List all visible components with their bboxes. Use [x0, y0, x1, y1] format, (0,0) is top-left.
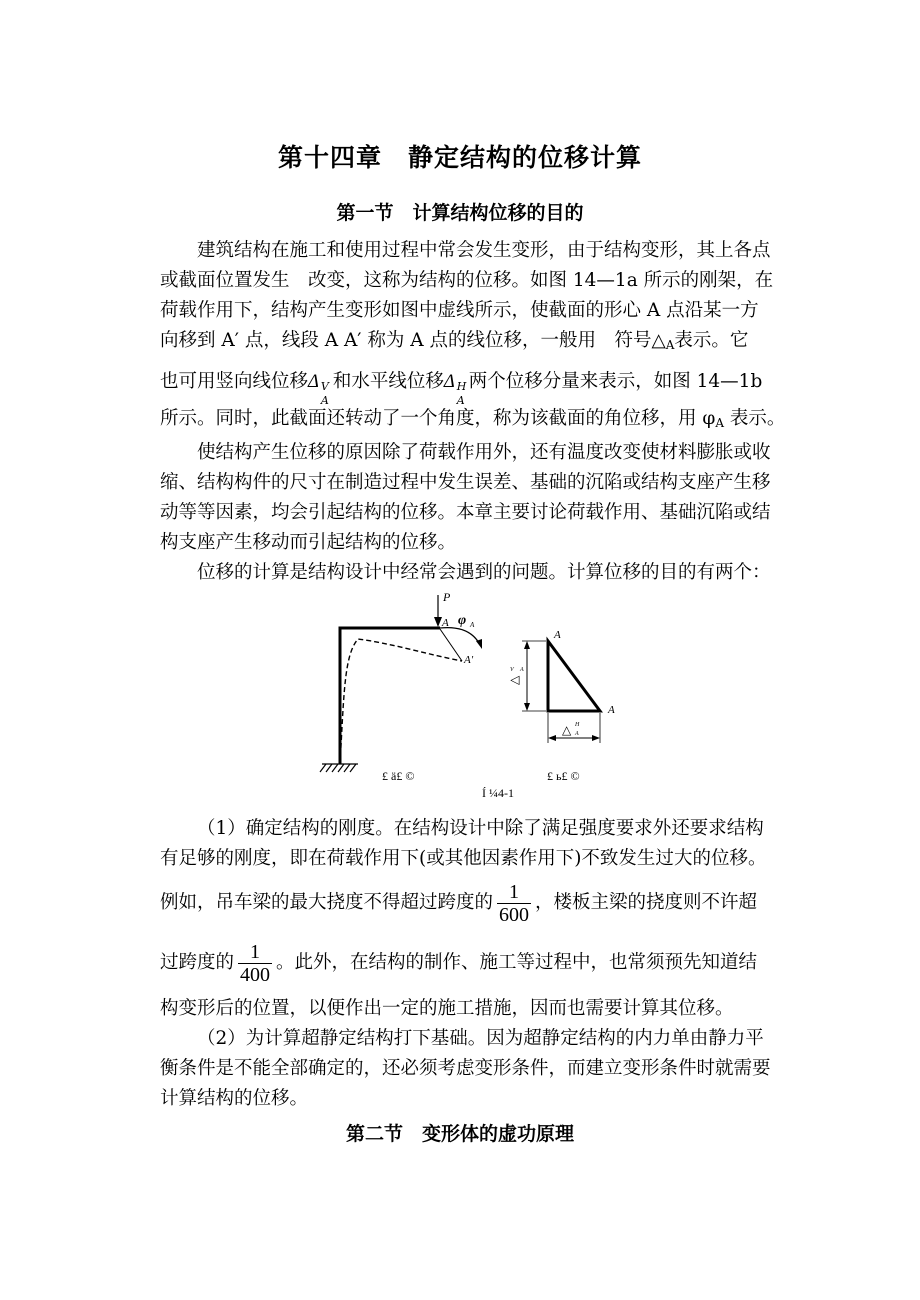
para2-line4: 构支座产生移动而引起结构的位移。: [160, 532, 457, 553]
chapter-title: 第十四章 静定结构的位移计算: [277, 143, 642, 172]
para4-line2: 有足够的刚度，即在荷载作用下(或其他因素作用下)不致发生过大的位移。: [160, 848, 767, 869]
vertical-dimension-arrow-bottom: [524, 703, 530, 711]
delta-v-symbol: Δ: [308, 372, 319, 392]
para1-line4: 向移到 A′ 点，线段 A A′ 称为 A 点的线位移，一般用 符号$\triangle_A$表示。它: [160, 330, 749, 352]
paragraph-5: [160, 1024, 771, 1114]
paragraph-2: [160, 438, 771, 558]
delta-v-subscript: A: [520, 667, 524, 673]
para5-line3: 计算结构的位移。: [160, 1088, 309, 1109]
figure-14-1: [300, 585, 640, 810]
delta-v-superscript: V: [510, 667, 514, 673]
paragraph-1: [160, 236, 786, 438]
displacement-triangle: [548, 641, 600, 711]
figure-caption: Í ¼4-1: [482, 786, 514, 800]
horizontal-dimension-arrow-left: [548, 735, 556, 741]
delta-h-subscript: A: [575, 731, 579, 737]
phi-subscript: A: [470, 621, 475, 629]
section-1-body-continued: [160, 814, 771, 1114]
delta-v-label: △: [507, 675, 521, 685]
figure-a-rigid-frame: [320, 590, 482, 772]
figure-b-displacement-triangle: [507, 629, 615, 743]
para1-line1: 建筑结构在施工和使用过程中常会发生变形，由于结构变形，其上各点: [197, 240, 771, 261]
deformed-shape: [340, 639, 462, 764]
para1-line2: 或截面位置发生 改变，这称为结构的位移。如图 14—1a 所示的刚架，在: [160, 270, 774, 291]
para2-line3: 动等等因素，均会引起结构的位移。本章主要讨论荷载作用、基础沉陷或结: [160, 502, 771, 523]
para3-line1: 位移的计算是结构设计中经常会遇到的问题。计算位移的目的有两个：: [197, 562, 771, 583]
load-arrowhead: [434, 617, 442, 627]
caption-a: £ ä£ ©: [382, 769, 415, 783]
triangle-right-label: A: [608, 704, 615, 716]
section-1-body: [160, 236, 786, 588]
delta-h-superscript: H: [575, 722, 580, 728]
section-2-title: 第二节 变形体的虚功原理: [345, 1123, 574, 1145]
load-label: P: [443, 590, 451, 604]
point-a-label: A: [442, 617, 449, 629]
displacement-line: [440, 629, 462, 661]
triangle-top-label: A: [554, 629, 561, 641]
para4-line3: 例如，吊车梁的最大挠度不得超过跨度的 $\frac{1}{600}$ ，楼板主梁的挠度则不许超: [160, 880, 758, 926]
phi-label: φ: [458, 613, 467, 628]
para4-line5: 构变形后的位置，以便作出一定的施工措施，因而也需要计算其位移。: [160, 998, 734, 1019]
para5-line1: （2）为计算超静定结构打下基础。因为超静定结构的内力单由静力平: [197, 1028, 764, 1049]
para1-line5: 也可用竖向线位移Δ V A 和水平线位移Δ H A 两个位移分量来表示，如图 14—1b: [160, 371, 763, 407]
para4-line4: 过跨度的 $\frac{1}{400}$ 。此外，在结构的制作、施工等过程中，也常须预先知道结: [160, 940, 758, 986]
para4-line1: （1）确定结构的刚度。在结构设计中除了满足强度要求外还要求结构: [197, 818, 764, 839]
fraction-1-600: $\frac{1}{600}$: [499, 880, 530, 926]
para1-line3: 荷载作用下，结构产生变形如图中虚线所示，使截面的形心 A 点沿某一方: [160, 300, 759, 321]
para2-line2: 缩、结构构件的尺寸在制造过程中发生误差、基础的沉陷或结构支座产生移: [160, 472, 771, 493]
point-a-prime-label: A′: [464, 654, 474, 666]
fraction-1-400: $\frac{1}{400}$: [240, 940, 271, 986]
rotation-arc: [440, 628, 480, 645]
vertical-dimension-arrow-top: [524, 641, 530, 649]
paragraph-3: [160, 558, 771, 588]
horizontal-dimension-arrow-right: [592, 735, 600, 741]
delta-h-label: △: [562, 723, 572, 737]
frame-member: [340, 628, 440, 764]
caption-b: £ ь£ ©: [547, 769, 580, 783]
para2-line1: 使结构产生位移的原因除了荷载作用外，还有温度改变使材料膨胀或收: [197, 442, 771, 463]
section-1-title: 第一节 计算结构位移的目的: [336, 202, 584, 224]
para5-line2: 衡条件是不能全部确定的，还必须考虑变形条件，而建立变形条件时就需要: [160, 1058, 771, 1079]
fixed-support: [320, 764, 358, 772]
para1-line6: 所示。同时，此截面还转动了一个角度，称为该截面的角位移，用 $\varphi_A$ 表示。: [160, 408, 786, 430]
delta-h-symbol: Δ: [443, 372, 455, 392]
paragraph-4: [160, 814, 767, 1024]
